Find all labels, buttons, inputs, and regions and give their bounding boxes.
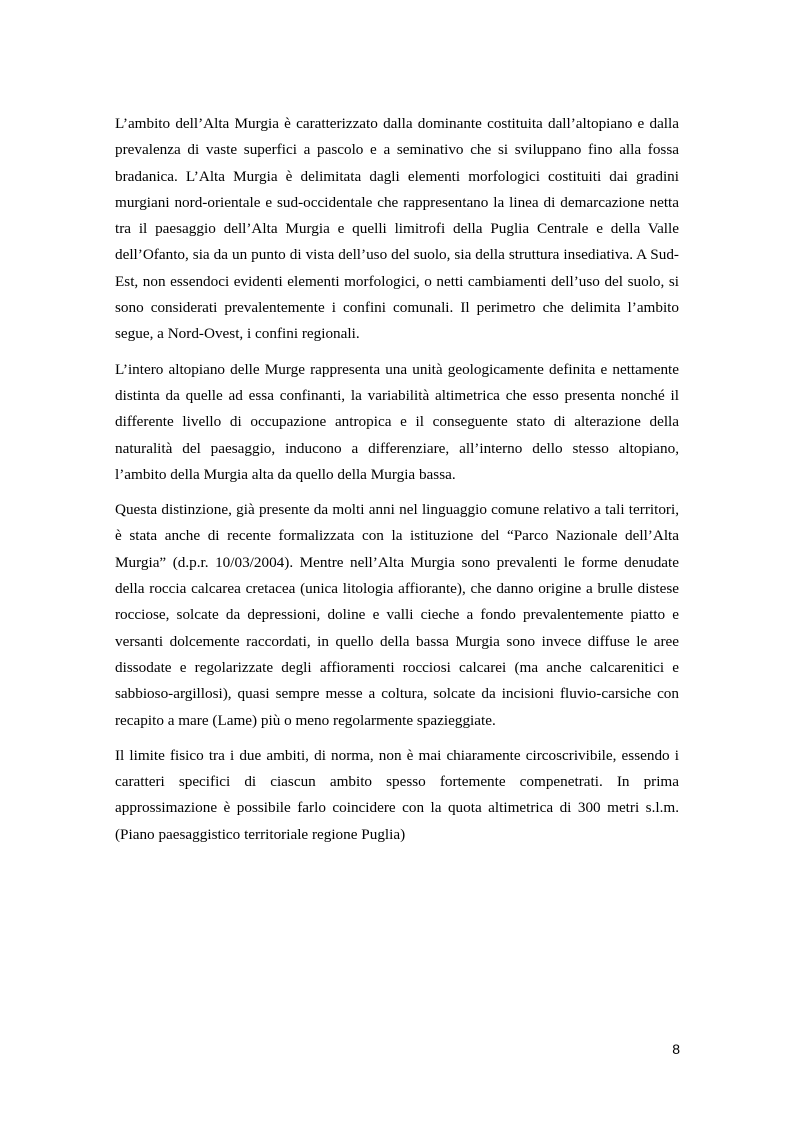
- paragraph-parco-nazionale: Questa distinzione, già presente da molti anni nel linguaggio comune relativo a tali territori, è stata anche di recente formalizzata con la istituzione del “Parco Nazionale dell’Alta Murgia” (d.p.r. 10/03/2004). Mentre nell’Alta Murgia sono prevalenti le forme denudate della roccia calcarea cretacea (unica litologia affiorante), che danno origine a brulle distese rocciose, solcate da depressioni, doline e valli cieche a fondo prevalentemente piatto e versanti dolcemente raccordati, in quello della bassa Murgia sono invece diffuse le aree dissodate e regolarizzate degli affioramenti rocciosi calcarei (ma anche calcarenitici e sabbioso-argillosi), quasi sempre messe a coltura, solcate da incisioni fluvio-carsiche con recapito a mare (Lame) più o meno regolarmente spazieggiate.: [115, 501, 679, 729]
- body-text: [115, 111, 679, 857]
- paragraph-altopiano-murge: L’intero altopiano delle Murge rappresenta una unità geologicamente definita e nettamente distinta da quelle ad essa confinanti, la variabilità altimetrica che esso presenta nonché il differente livello di occupazione antropica e il conseguente stato di alterazione della naturalità del paesaggio, inducono a differenziare, all’interno dello stesso altopiano, l’ambito della Murgia alta da quello della Murgia bassa.: [115, 360, 679, 483]
- paragraph-alta-murgia-ambito: L’ambito dell’Alta Murgia è caratterizzato dalla dominante costituita dall’altopiano e dalla prevalenza di vaste superfici a pascolo e a seminativo che si sviluppano fino alla fossa bradanica. L’Alta Murgia è delimitata dagli elementi morfologici costituiti dai gradini murgiani nord-orientale e sud-occidentale che rappresentano la linea di demarcazione netta tra il paesaggio dell’Alta Murgia e quelli limitrofi della Puglia Centrale e della Valle dell’Ofanto, sia da un punto di vista dell’uso del suolo, sia della struttura insediativa. A Sud-Est, non essendoci evidenti elementi morfologici, o netti cambiamenti dell’uso del suolo, si sono considerati prevalentemente i confini comunali. Il perimetro che delimita l’ambito segue, a Nord-Ovest, i confini regionali.: [115, 115, 679, 343]
- paragraph-limite-fisico: Il limite fisico tra i due ambiti, di norma, non è mai chiaramente circoscrivibile, essendo i caratteri specifici di ciascun ambito spesso fortemente compenetrati. In prima approssimazione è possibile farlo coincidere con la quota altimetrica di 300 metri s.l.m. (Piano paesaggistico territoriale regione Puglia): [115, 746, 679, 843]
- page-number: 8: [672, 1041, 680, 1057]
